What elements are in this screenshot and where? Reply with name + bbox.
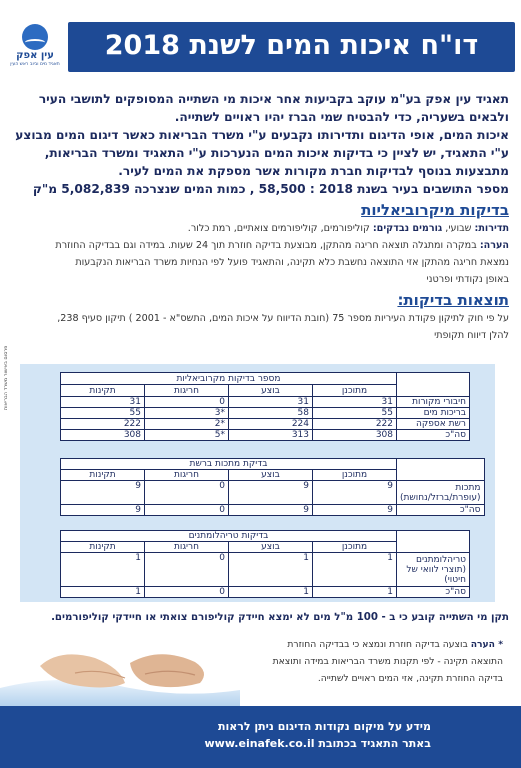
table-row: סה"כ 9 9 0 9 (61, 505, 485, 516)
header (6, 22, 515, 72)
intro-line: ולבאים בשעריה, כדי להבטיח שמי הברז יהיו ראויים לשתייה. (174, 110, 509, 124)
column-header: מתוכנן (313, 542, 397, 553)
website-link[interactable]: באתר התאגיד בכתובת www.einafek.co.il (204, 737, 431, 750)
micro-heading: בדיקות מיקרוביאליות (361, 201, 509, 219)
column-header: מתוכנן (313, 385, 397, 397)
footer-text: מידע על מיקום נקודות הדיגום ניתן לראות באתר התאגיד בכתובת www.einafek.co.il (204, 720, 431, 750)
intro-line: ע"י התאגיד, יש לציין כי בדיקות איכות המים הנערכות ע"י התאגיד ומשרד הבריאות, (44, 146, 509, 160)
thm-tests-table (60, 530, 470, 598)
column-header: בוצע (229, 385, 313, 397)
footnote: * הערה בוצעה בדיקה חוזרת ונמצא כי בבדיקה החוזרת התוצאה תקינה - לפי תקנות משרד הבריאות במידה ותוצאת בדיקה החוזרת תקינה, אזי המים ראויים לשתייה. (272, 639, 503, 684)
column-header: חריגות (145, 542, 229, 553)
hands-water-illustration (0, 628, 240, 708)
table-row: סה"כ 1 1 0 1 (61, 587, 470, 598)
table-row: חיבורי מקורות 31 31 0 31 (61, 397, 470, 408)
intro-line: תאגיד עין אפק בע"מ עוקב בקביעות אחר איכות מי השתייה המסופקים לתושבי העיר (38, 92, 509, 106)
intro-line: מספר התושבים בעיר בשנת 2018 : 58,500 , כמות המים שנצרכה 5,082,839 מ"ק (32, 182, 509, 196)
column-header: חריגות (145, 470, 229, 481)
table-row: רשת אספקה 222 224 *2 222 (61, 419, 470, 430)
water-drop-icon (22, 24, 48, 50)
micro-frequency: תדירות: שבועי, גורמים נבדקים: קוליפורמים, קוליפורמים צואתיים, רמת כלור. (187, 223, 509, 234)
column-header: מתוכנן (313, 470, 397, 481)
column-header: תקינות (61, 385, 145, 397)
standard-summary: תקן מי השתייה קובע כי ב - 100 מ"ל מים לא ימצא חיידק קוליפורם צואתי או חיידקי קוליפורמים. (51, 612, 509, 623)
column-header: חריגות (145, 385, 229, 397)
column-header: בוצע (229, 470, 313, 481)
column-header: תקינות (61, 542, 145, 553)
table-row: מתכות (עופרת/ברזל/נחושת) 9 9 0 9 (61, 481, 485, 505)
micro-tests-table (60, 372, 470, 441)
column-header: תקינות (61, 470, 145, 481)
page-title: דו"ח איכות המים לשנת 2018 (104, 30, 479, 61)
report-body (14, 90, 509, 344)
intro-text (14, 90, 509, 198)
table-title: בדיקת מתכות ברשת (61, 459, 397, 470)
micro-note: הערה: במקרה ומתגלה תוצאה חריגה מהתקן, מבוצעת בדיקה חוזרת תוך 24 שעות. במידה וגם בבדיקה החוזרת נמצאת חריגה מהתקן אזי התוצאה נחשבת כלא תקינה, והתאגיד פועל לפי הנחיות משרד הבריאות הנקבעות באופן נקודתי ופרטני (55, 240, 509, 285)
metals-tests-table (60, 458, 485, 516)
results-heading: תוצאות בדיקות: (397, 291, 509, 309)
column-header: בוצע (229, 542, 313, 553)
table-row: טריהלומתנים (תוצרי לוואי של חיטוי) 1 1 0 1 (61, 553, 470, 587)
table-row: סה"כ 308 313 *5 308 (61, 430, 470, 441)
table-title: מספר בדיקות מקרוביאליות (61, 373, 397, 385)
table-row: בריכות מים 55 58 *3 55 (61, 408, 470, 419)
footer (0, 706, 521, 768)
intro-line: איכות המים, אופי הדיגום ותדירותו נקבעים ע"י משרד הבריאות כאשר דיגום המים מבוצע (15, 128, 509, 142)
logo (6, 22, 64, 72)
logo-subtitle: תאגיד מים וביוב ראש העין (10, 62, 60, 67)
side-note: פרסום באישור משרד הבריאות (3, 345, 9, 410)
table-title: בדיקות טריהלומתנים (61, 531, 397, 542)
title-bar (68, 22, 515, 72)
logo-name: עין אפק (16, 50, 54, 61)
tables-panel (20, 364, 495, 602)
intro-line: מתבצעות בנוסף לבדיקות חברת מקורות אשר מספקת את המים לעיר. (118, 164, 509, 178)
results-text: על פי חוק לתיקון פקודת העיריות מספר 75 (חובת הדיווח על איכות המים, התשס"א - 2001 ) תיקון סעיף 238, להלן דיווח תקופתי (57, 313, 509, 341)
